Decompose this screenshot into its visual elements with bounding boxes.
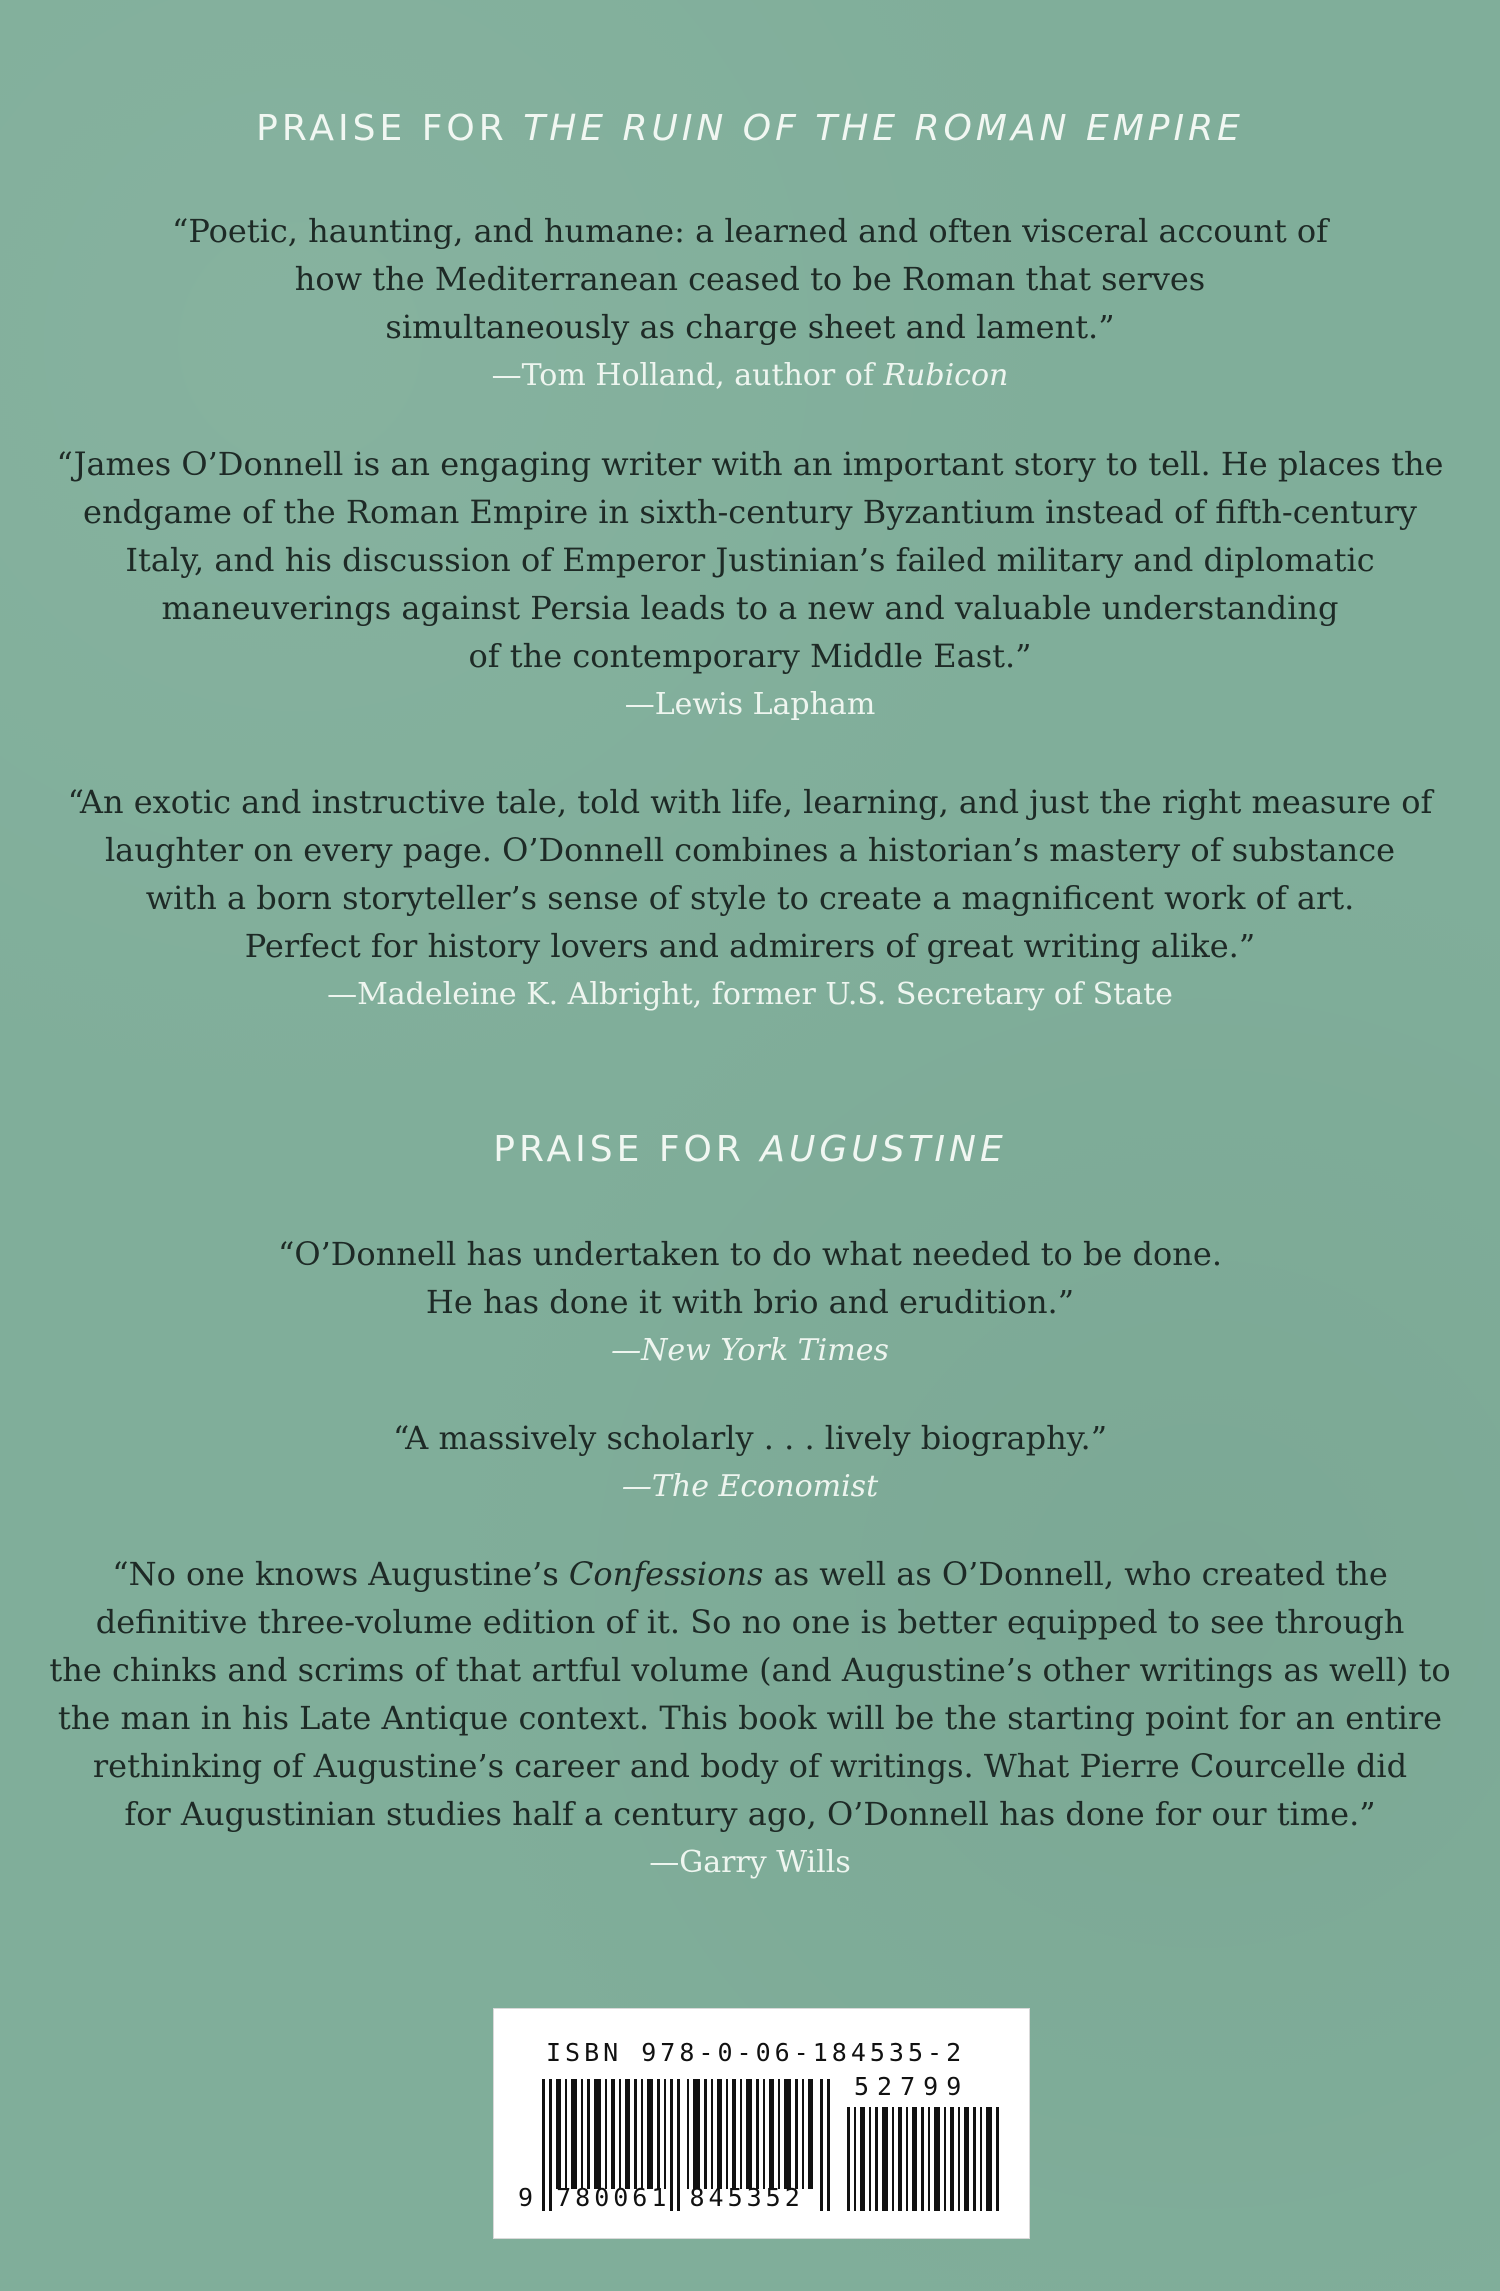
quote-line: “An exotic and instructive tale, told with life, learning, and just the right measure of (67, 783, 1433, 821)
price-barcode (847, 2107, 1002, 2211)
quote-line: He has done it with brio and erudition.” (425, 1283, 1075, 1321)
quote-line: endgame of the Roman Empire in sixth-century Byzantium instead of fifth-century (83, 493, 1417, 531)
isbn-barcode-panel (493, 2008, 1030, 2239)
attribution-work: Rubicon (883, 358, 1009, 393)
quote-line-prefix: “No one knows Augustine’s (112, 1555, 569, 1593)
attribution-economist: —The Economist (621, 1469, 879, 1504)
attribution-prefix: —Tom Holland, author of (491, 358, 884, 393)
heading-title-ruin: THE RUIN OF THE ROMAN EMPIRE (523, 108, 1244, 149)
quote-line: Italy, and his discussion of Emperor Justinian’s failed military and diplomatic (125, 541, 1375, 579)
quote-line: “Poetic, haunting, and humane: a learned and often visceral account of (171, 212, 1329, 250)
quote-line: of the contemporary Middle East.” (468, 637, 1032, 675)
quote-line: how the Mediterranean ceased to be Roman that serves (294, 260, 1206, 298)
section-heading-ruin (0, 107, 1500, 150)
attribution-holland (0, 355, 1500, 397)
quote-line: laughter on every page. O’Donnell combines a historian’s mastery of substance (104, 831, 1396, 869)
heading-prefix-ruin: PRAISE FOR (256, 108, 524, 149)
attribution-lapham: —Lewis Lapham (624, 687, 876, 722)
attribution-albright: —Madeleine K. Albright, former U.S. Secretary of State (327, 977, 1173, 1012)
quote-line: with a born storyteller’s sense of style to create a magnificent work of art. (145, 879, 1355, 917)
quote-holland (0, 207, 1500, 397)
quote-line: the chinks and scrims of that artful volume (and Augustine’s other writings as well) to (49, 1651, 1451, 1689)
quote-line-italic: Confessions (568, 1555, 764, 1593)
quote-line: “O’Donnell has undertaken to do what needed to be done. (278, 1235, 1222, 1273)
section-heading-augustine (0, 1128, 1500, 1171)
quote-economist (0, 1414, 1500, 1508)
quote-albright (0, 778, 1500, 1016)
quote-line: Perfect for history lovers and admirers of great writing alike.” (244, 927, 1256, 965)
quote-wills (0, 1550, 1500, 1884)
barcode-digits: 9 780061 845352 (518, 2183, 804, 2212)
quote-line-suffix: as well as O’Donnell, who created the (763, 1555, 1388, 1593)
quote-nyt (0, 1230, 1500, 1372)
quote-lapham (0, 440, 1500, 726)
isbn-number: ISBN 978-0-06-184535-2 (546, 2038, 966, 2067)
quote-line: “A massively scholarly . . . lively biography.” (392, 1419, 1108, 1457)
quote-line: rethinking of Augustine’s career and body of writings. What Pierre Courcelle did (92, 1747, 1408, 1785)
quote-line: the man in his Late Antique context. This book will be the starting point for an entire (57, 1699, 1443, 1737)
quote-line-first (0, 1550, 1500, 1598)
attribution-nyt: —New York Times (611, 1333, 889, 1368)
heading-prefix-augustine: PRAISE FOR (493, 1129, 761, 1170)
attribution-wills: —Garry Wills (649, 1845, 851, 1880)
heading-title-augustine: AUGUSTINE (760, 1129, 1007, 1170)
quote-line: definitive three-volume edition of it. So no one is better equipped to see through (95, 1603, 1405, 1641)
quote-line: for Augustinian studies half a century ago, O’Donnell has done for our time.” (124, 1795, 1376, 1833)
quote-line: maneuverings against Persia leads to a new and valuable understanding (161, 589, 1339, 627)
quote-line: simultaneously as charge sheet and lament.” (385, 308, 1115, 346)
price-code: 52799 (854, 2072, 970, 2101)
quote-line: “James O’Donnell is an engaging writer with an important story to tell. He places the (56, 445, 1444, 483)
